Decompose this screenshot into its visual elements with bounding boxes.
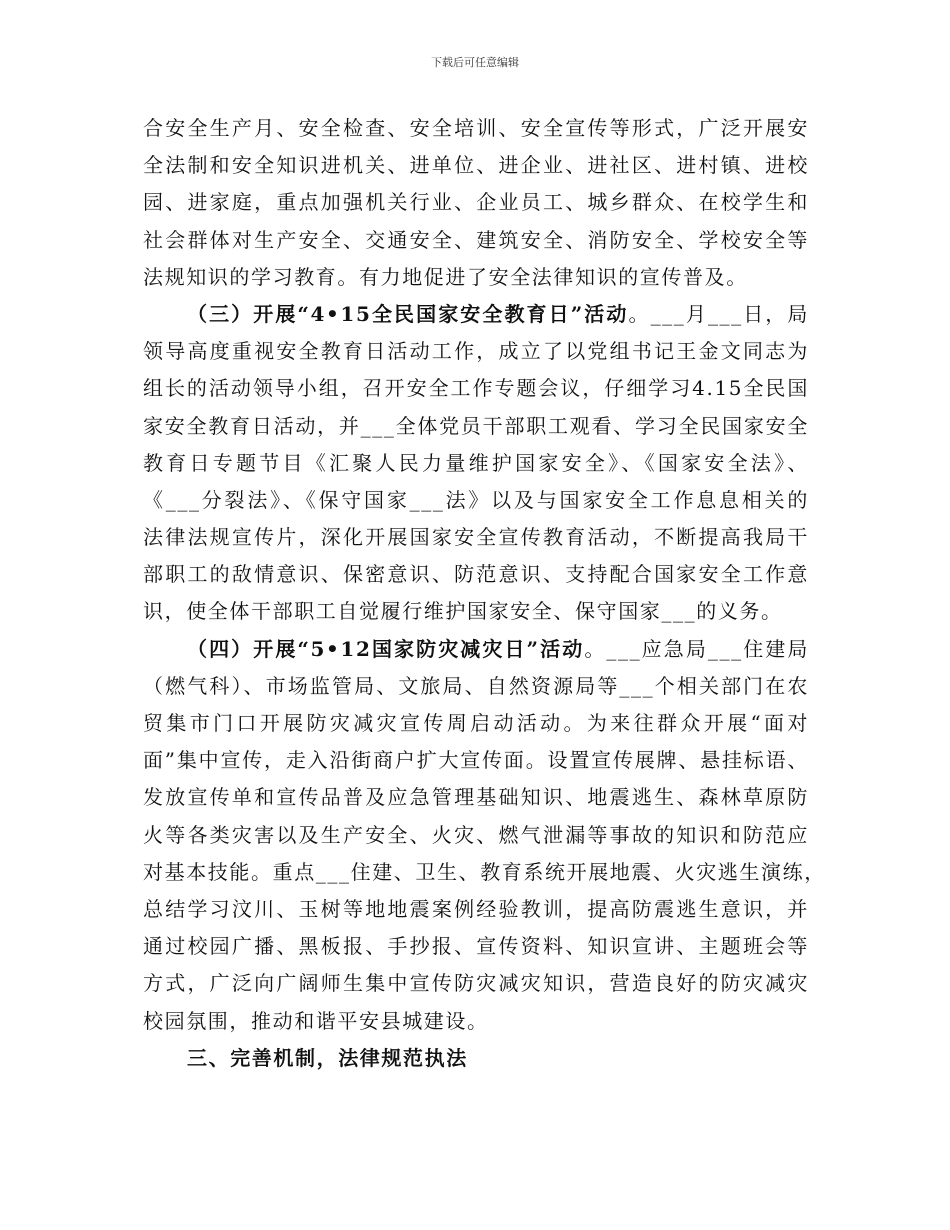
body-line: 法律法规宣传片，深化开展国家安全宣传教育活动，不断提高我局干 bbox=[143, 525, 809, 550]
body-line: 校园氛围，推动和谐平安县城建设。 bbox=[143, 1008, 489, 1033]
body-line: 领导高度重视安全教育日活动工作，成立了以党组书记王金文同志为 bbox=[143, 339, 809, 364]
body-line: 面”集中宣传，走入沿街商户扩大宣传面。设置宣传展牌、悬挂标语、 bbox=[143, 748, 809, 773]
body-line: 组长的活动领导小组，召开安全工作专题会议，仔细学习4.15全民国 bbox=[143, 376, 809, 401]
body-line: 方式，广泛向广阔师生集中宣传防灾减灾知识，营造良好的防灾减灾 bbox=[143, 971, 809, 996]
body-line: 社会群体对生产安全、交通安全、建筑安全、消防安全、学校安全等 bbox=[143, 227, 809, 252]
body-line: 部职工的敌情意识、保密意识、防范意识、支持配合国家安全工作意 bbox=[143, 562, 809, 587]
section-heading: 三、完善机制，法律规范执法 bbox=[187, 1045, 468, 1070]
subsection-title: （三）开展“4•15全民国家安全教育日”活动 bbox=[187, 301, 629, 326]
body-line: 园、进家庭，重点加强机关行业、企业员工、城乡群众、在校学生和 bbox=[143, 190, 809, 215]
body-line: 《___分裂法》、《保守国家___法》以及与国家安全工作息息相关的 bbox=[143, 487, 809, 512]
body-line: 火等各类灾害以及生产安全、火灾、燃气泄漏等事故的知识和防范应 bbox=[143, 822, 809, 847]
document-body bbox=[143, 110, 826, 1077]
body-line: 家安全教育日活动，并___全体党员干部职工观看、学习全民国家安全 bbox=[143, 413, 809, 438]
body-line: （燃气科）、市场监管局、文旅局、自然资源局等___个相关部门在农 bbox=[143, 673, 809, 698]
body-line: 对基本技能。重点___住建、卫生、教育系统开展地震、火灾逃生演练， bbox=[143, 859, 826, 884]
subsection-title: （四）开展“5•12国家防灾减灾日”活动 bbox=[187, 636, 585, 661]
lead-text: 。___月___日，局 bbox=[628, 301, 809, 326]
body-line: 教育日专题节目《汇聚人民力量维护国家安全》、《国家安全法》、 bbox=[143, 450, 809, 475]
body-line: 合安全生产月、安全检查、安全培训、安全宣传等形式，广泛开展安 bbox=[143, 116, 809, 140]
body-line: 法规知识的学习教育。有力地促进了安全法律知识的宣传普及。 bbox=[143, 264, 748, 289]
body-line: 识，使全体干部职工自觉履行维护国家安全、保守国家___的义务。 bbox=[143, 599, 783, 624]
body-line: 发放宣传单和宣传品普及应急管理基础知识、地震逃生、森林草原防 bbox=[143, 785, 809, 810]
paragraph-lead-line bbox=[143, 631, 809, 668]
paragraph-lead-line bbox=[143, 296, 809, 333]
body-line: 全法制和安全知识进机关、进单位、进企业、进社区、进村镇、进校 bbox=[143, 153, 809, 178]
body-line: 通过校园广播、黑板报、手抄报、宣传资料、知识宣讲、主题班会等 bbox=[143, 934, 809, 959]
body-line: 总结学习汶川、玉树等地地震案例经验教训，提高防震逃生意识，并 bbox=[143, 896, 809, 921]
lead-text: 。___应急局___住建局 bbox=[584, 636, 809, 661]
page-header: 下载后可任意编辑 bbox=[431, 56, 519, 69]
body-line: 贸集市门口开展防灾减灾宣传周启动活动。为来往群众开展“面对 bbox=[143, 711, 809, 735]
